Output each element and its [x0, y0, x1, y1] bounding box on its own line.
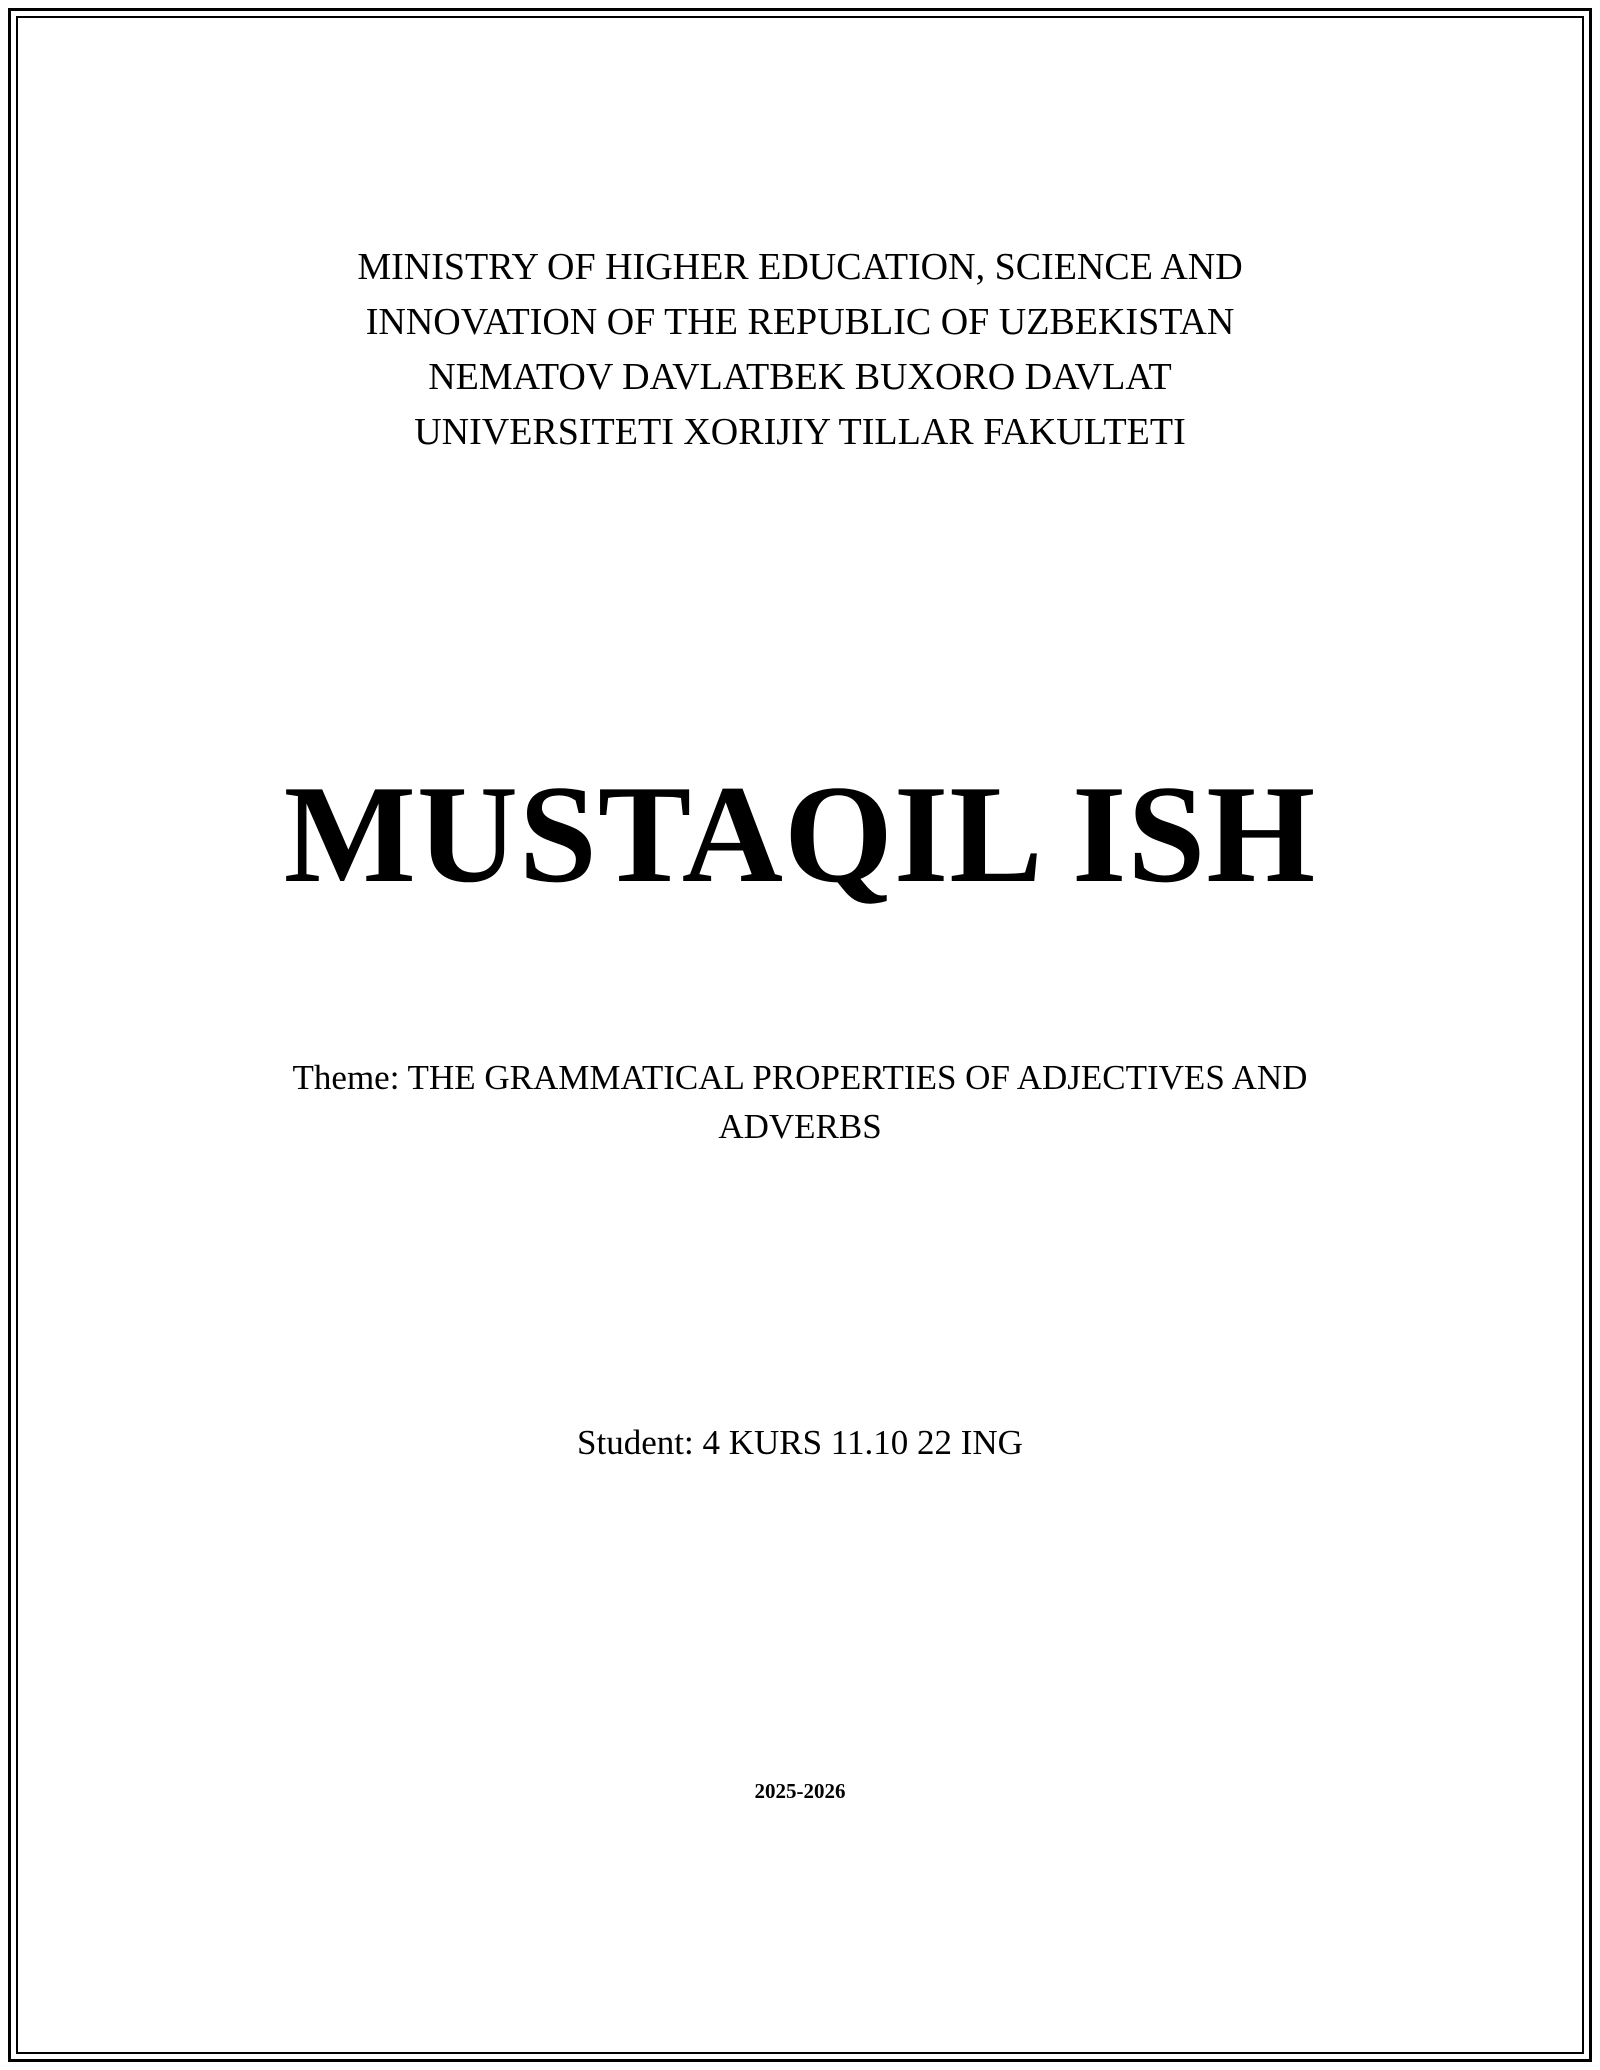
theme-text: Theme: THE GRAMMATICAL PROPERTIES OF ADJECTIVES AND ADVERBS: [292, 1058, 1308, 1146]
student-info: Student: 4 KURS 11.10 22 ING: [577, 1423, 1023, 1462]
academic-year: 2025-2026: [754, 1779, 846, 1803]
document-title: MUSTAQIL ISH: [283, 757, 1317, 912]
institution-header: [0, 240, 1600, 460]
header-line: NEMATOV DAVLATBEK BUXORO DAVLAT: [428, 356, 1172, 398]
header-line: INNOVATION OF THE REPUBLIC OF UZBEKISTAN: [365, 301, 1235, 343]
header-line: MINISTRY OF HIGHER EDUCATION, SCIENCE AND: [357, 246, 1243, 288]
header-line: UNIVERSITETI XORIJIY TILLAR FAKULTETI: [414, 411, 1186, 453]
